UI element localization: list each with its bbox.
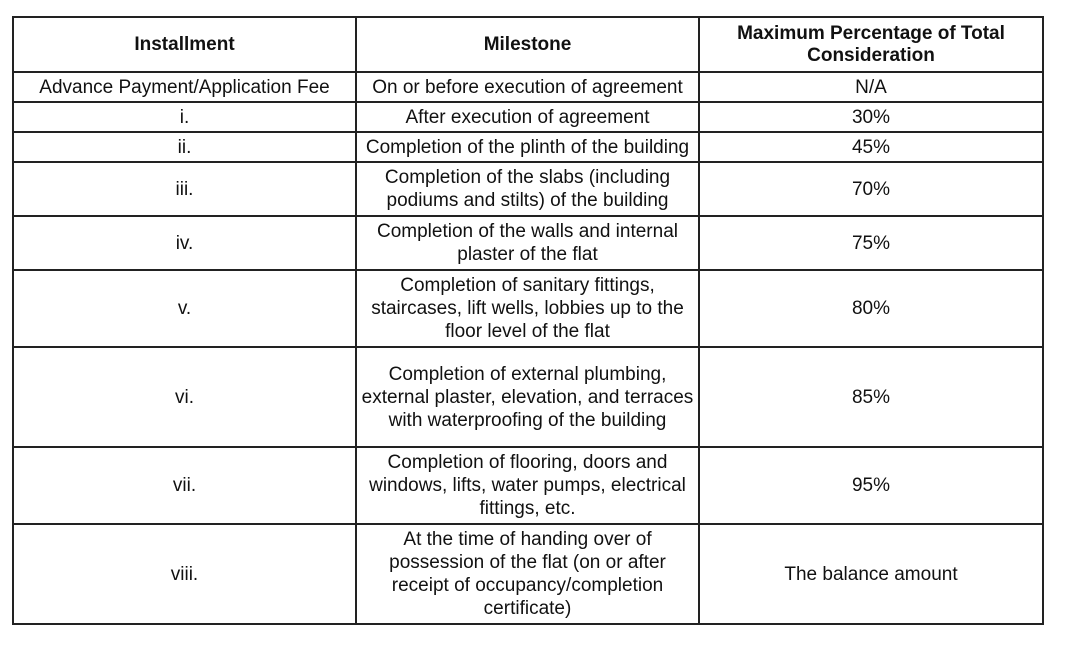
payment-schedule-table — [12, 16, 1044, 625]
installment-cell: i. — [13, 102, 356, 132]
milestone-cell: On or before execution of agreement — [356, 72, 699, 102]
milestone-cell: Completion of external plumbing, external plaster, elevation, and terraces with waterproofing of the building — [356, 347, 699, 447]
table-row — [13, 270, 1043, 347]
table-row — [13, 72, 1043, 102]
percentage-cell: 85% — [699, 347, 1043, 447]
milestone-cell: Completion of flooring, doors and windows, lifts, water pumps, electrical fittings, etc. — [356, 447, 699, 524]
table-row — [13, 524, 1043, 624]
milestone-cell: Completion of the plinth of the building — [356, 132, 699, 162]
table-row — [13, 347, 1043, 447]
percentage-cell: 45% — [699, 132, 1043, 162]
payment-schedule-container — [12, 16, 1042, 625]
table-row — [13, 216, 1043, 270]
percentage-cell: 30% — [699, 102, 1043, 132]
percentage-cell: 80% — [699, 270, 1043, 347]
header-row — [13, 17, 1043, 72]
milestone-cell: Completion of the slabs (including podiums and stilts) of the building — [356, 162, 699, 216]
milestone-cell: Completion of sanitary fittings, staircases, lift wells, lobbies up to the floor level of the flat — [356, 270, 699, 347]
header-max-percentage: Maximum Percentage of Total Consideration — [699, 17, 1043, 72]
percentage-cell: The balance amount — [699, 524, 1043, 624]
installment-cell: iii. — [13, 162, 356, 216]
installment-cell: ii. — [13, 132, 356, 162]
installment-cell: vii. — [13, 447, 356, 524]
installment-cell: Advance Payment/Application Fee — [13, 72, 356, 102]
table-row — [13, 162, 1043, 216]
percentage-cell: 70% — [699, 162, 1043, 216]
percentage-cell: 95% — [699, 447, 1043, 524]
table-row — [13, 132, 1043, 162]
installment-cell: v. — [13, 270, 356, 347]
table-row — [13, 447, 1043, 524]
header-installment: Installment — [13, 17, 356, 72]
milestone-cell: At the time of handing over of possession of the flat (on or after receipt of occupancy/completion certificate) — [356, 524, 699, 624]
percentage-cell: N/A — [699, 72, 1043, 102]
milestone-cell: After execution of agreement — [356, 102, 699, 132]
percentage-cell: 75% — [699, 216, 1043, 270]
installment-cell: vi. — [13, 347, 356, 447]
installment-cell: iv. — [13, 216, 356, 270]
installment-cell: viii. — [13, 524, 356, 624]
table-row — [13, 102, 1043, 132]
milestone-cell: Completion of the walls and internal plaster of the flat — [356, 216, 699, 270]
header-milestone: Milestone — [356, 17, 699, 72]
